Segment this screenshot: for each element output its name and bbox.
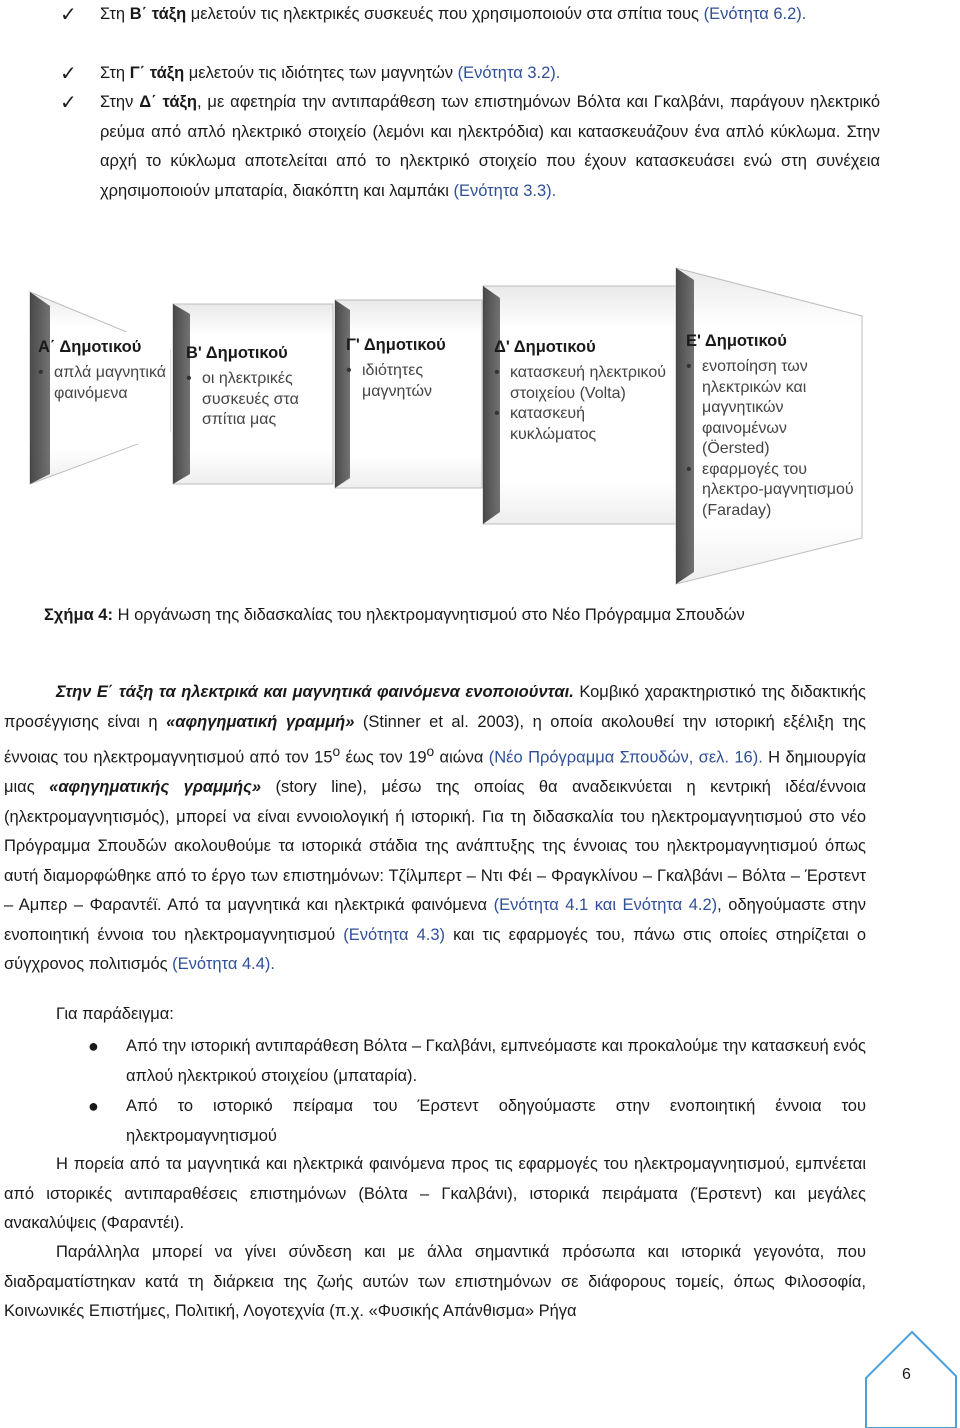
stage-2	[186, 344, 324, 431]
stage-bullet: • κατασκευή ηλεκτρικού στοιχείου (Volta)	[494, 363, 670, 404]
section-link[interactable]: (Ενότητα 4.4).	[172, 955, 275, 973]
section-link[interactable]: (Ενότητα 4.1 και Ενότητα 4.2)	[493, 896, 718, 914]
paragraph-3: Παράλληλα μπορεί να γίνει σύνδεση και με άλλα σημαντικά πρόσωπα και ιστορικά γεγονότα, που διαδραματίστηκαν κατά τη διάρκεια της ζωής αυτών των επιστημόνων σε διάφορους τομείς, όπως Φιλοσοφία, Κοινωνικές Επιστήμες, Πολιτική, Λογοτεχνία (π.χ. «Φυσικής Απάνθισμα» Ρήγα	[4, 1243, 866, 1320]
bullet-text: Από την ιστορική αντιπαράθεση Βόλτα – Γκαλβάνι, εμπνεόμαστε και προκαλούμε την κατασκευή ενός απλού ηλεκτρικού στοιχείου (μπαταρία).	[126, 1037, 866, 1085]
check-item-3	[60, 88, 880, 206]
stage-title: Α΄ Δημοτικού	[38, 338, 142, 356]
section-link[interactable]: (Ενότητα 6.2).	[703, 5, 807, 23]
stage-5	[686, 332, 856, 521]
quoted-term: «αφηγηματική γραμμή»	[166, 712, 355, 731]
text: αιώνα	[434, 748, 489, 767]
stage-title: Γ' Δημοτικού	[346, 336, 446, 354]
section-link[interactable]: (Ενότητα 4.3)	[343, 925, 446, 944]
stage-4	[494, 338, 670, 445]
grade-bold: Γ΄ τάξη	[129, 64, 185, 82]
text: Κομβικό χαρακτηριστικό της διδακτικής προσέγγισης είναι η	[4, 683, 866, 731]
page-number-corner	[862, 1328, 960, 1428]
stage-title: Ε' Δημοτικού	[686, 332, 787, 350]
checkmark-icon: ✓	[60, 61, 77, 85]
example-bullet-2	[88, 1092, 866, 1151]
checkmark-icon: ✓	[60, 90, 77, 114]
check-item-2	[60, 59, 880, 89]
paragraph-2: Η πορεία από τα μαγνητικά και ηλεκτρικά φαινόμενα προς τις εφαρμογές του ηλεκτρομαγνητισμού, εμπνέεται από ιστορικές αντιπαραθέσεις επιστημόνων (Βόλτα – Γκαλβάνι), ιστορικά πειράματα (Έρστεντ) και μεγάλες ανακαλύψεις (Φαραντέι).	[4, 1155, 866, 1232]
text: Στη	[100, 5, 130, 23]
checkmark-icon: ✓	[60, 2, 77, 26]
stage-title: Δ' Δημοτικού	[494, 338, 596, 356]
stage-bullet: • ιδιότητες μαγνητών	[346, 361, 476, 402]
stage-3	[346, 336, 476, 402]
text: , οδηγούμαστε στην ενοποιητική έννοια του ηλεκτρομαγνητισμού	[4, 896, 866, 944]
stage-bullet: • εφαρμογές του ηλεκτρο-μαγνητισμού (Faraday)	[686, 460, 856, 522]
example-label: Για παράδειγμα:	[56, 1005, 174, 1023]
paragraph-main	[4, 678, 866, 980]
text: (Stinner et al. 2003), η οποία ακολουθεί την ιστορική εξέλιξη της έννοιας του ηλεκτρομαγνητισμού από τον 15	[4, 712, 866, 767]
stage-bullet: • απλά μαγνητικά φαινόμενα	[38, 363, 170, 404]
text: , με αφετηρία την αντιπαράθεση των επιστημόνων Βόλτα και Γκαλβάνι, παράγουν ηλεκτρικό ρεύμα από απλό ηλεκτρικό στοιχείο (λεμόνι και ηλεκτρόδια) και κατασκευάζουν ένα απλό κύκλωμα. Στην αρχή το κύκλωμα αποτελείται από το ηλεκτρικό στοιχείο που έχουν κατασκευάσει ενώ στη συνέχεια χρησιμοποιούν μπαταρία, διακόπτη και λαμπάκι	[100, 93, 880, 200]
bullet-dot-icon: ●	[88, 1036, 99, 1056]
quoted-term: «αφηγηματικής γραμμής»	[49, 778, 262, 796]
text: μελετούν τις ηλεκτρικές συσκευές που χρησιμοποιούν στα σπίτια τους	[186, 5, 704, 23]
check-item-1	[60, 0, 880, 30]
stage-bullet: • κατασκευή κυκλώματος	[494, 404, 670, 445]
stage-bullet: • οι ηλεκτρικές συσκευές στα σπίτια μας	[186, 369, 324, 431]
reference-link[interactable]: (Νέο Πρόγραμμα Σπουδών, σελ. 16).	[488, 748, 763, 767]
bullet-dot-icon: ●	[88, 1096, 99, 1116]
superscript: ο	[426, 744, 435, 759]
text: Στην	[100, 93, 140, 111]
text: και τις εφαρμογές του, πάνω στις οποίες στηρίζεται ο σύγχρονος πολιτισμός	[4, 925, 867, 973]
stage-bullet: • ενοποίηση των ηλεκτρικών και μαγνητικών φαινομένων (Öersted)	[686, 357, 856, 460]
text: έως τον 19	[340, 748, 427, 767]
curriculum-diagram	[0, 262, 960, 592]
caption-label: Σχήμα 4:	[44, 606, 113, 624]
stage-title: Β' Δημοτικού	[186, 344, 288, 362]
text: μελετούν τις ιδιότητες των μαγνητών	[184, 64, 458, 82]
superscript: ο	[332, 744, 341, 759]
figure-caption	[44, 606, 745, 625]
grade-bold: Δ΄ τάξη	[139, 93, 197, 111]
caption-text: Η οργάνωση της διδασκαλίας του ηλεκτρομαγνητισμού στο Νέο Πρόγραμμα Σπουδών	[112, 606, 745, 624]
stage-1	[38, 338, 170, 404]
section-link[interactable]: (Ενότητα 3.2).	[457, 64, 561, 82]
bullet-text: Από το ιστορικό πείραμα του Έρστεντ οδηγούμαστε στην ενοποιητική έννοια του ηλεκτρομαγνητισμού	[126, 1097, 866, 1145]
page-number: 6	[902, 1366, 911, 1383]
lead-sentence: Στην Ε΄ τάξη τα ηλεκτρικά και μαγνητικά φαινόμενα ενοποιούνται.	[56, 683, 574, 701]
text: Στη	[100, 64, 130, 82]
text: (story line), μέσω της οποίας θα αναδεικνύεται η κεντρική ιδέα/έννοια (ηλεκτρομαγνητισμός), μπορεί να είναι εννοιολογική ή ιστορική. Για τη διδασκαλία του ηλεκτρομαγνητισμού στο νέο Πρόγραμμα Σπουδών ακολουθούμε τα ιστορικά στάδια της ανάπτυξης της έννοιας του ηλεκτρομαγνητισμού όπως αυτή διαμορφώθηκε από το έργο των επιστημόνων: Τζίλμπερτ – Ντι Φέι – Φραγκλίνου – Γκαλβάνι – Βόλτα – Έρστεντ – Αμπερ – Φαραντέϊ. Από τα μαγνητικά και ηλεκτρικά φαινόμενα	[4, 778, 866, 914]
section-link[interactable]: (Ενότητα 3.3).	[453, 181, 557, 200]
text: Η δημιουργία μιας	[4, 748, 867, 796]
grade-bold: Β΄ τάξη	[129, 5, 187, 23]
example-bullet-1	[88, 1032, 866, 1091]
